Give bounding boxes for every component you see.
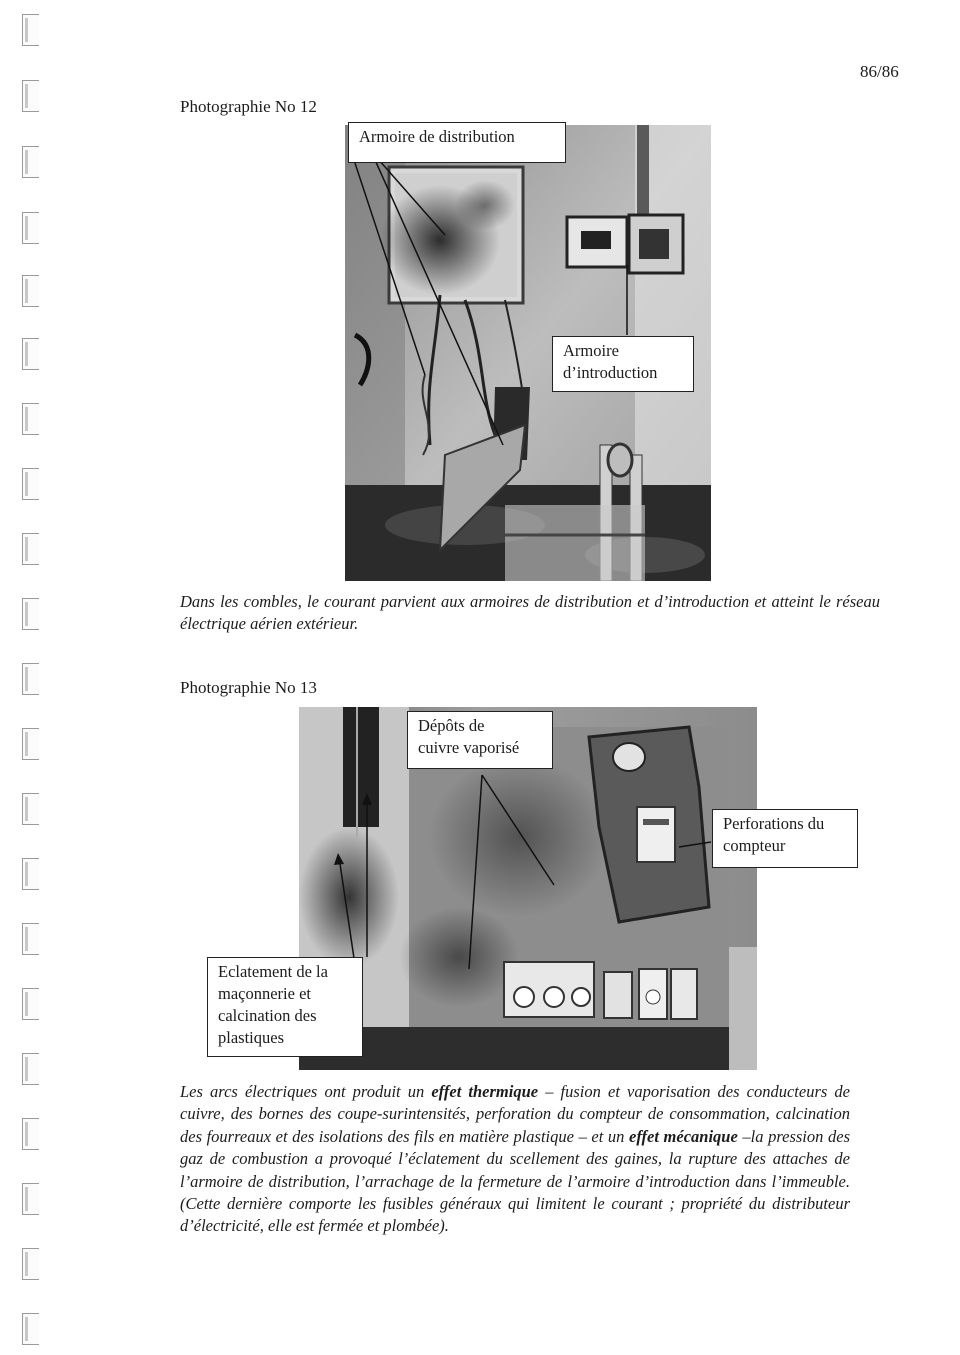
- binder-hole: [22, 598, 39, 630]
- binder-hole: [22, 988, 39, 1020]
- binder-hole: [22, 14, 39, 46]
- callout-depots-cuivre: Dépôts de cuivre vaporisé: [407, 711, 553, 769]
- binder-hole: [22, 403, 39, 435]
- binder-hole: [22, 1313, 39, 1345]
- binder-hole: [22, 80, 39, 112]
- binder-hole: [22, 793, 39, 825]
- photo-12-label: Photographie No 12: [180, 97, 317, 116]
- photo-13-caption: [180, 1081, 850, 1238]
- caption-text: –la pression des gaz de combustion a provoqué l’éclatement du scellement des gaines, la rupture des attaches de l’armoire de distribution, l’arrachage de la fermeture de l’armoire d’introduction dans l’immeuble. (Cette dernière comporte les fusibles généraux qui limitent le courant ; propriété du distributeur d’électricité, elle est fermée et plombée).: [180, 1126, 850, 1236]
- binder-hole: [22, 1053, 39, 1085]
- caption-bold-thermique: effet thermique: [431, 1082, 539, 1101]
- binder-hole: [22, 858, 39, 890]
- binder-hole: [22, 533, 39, 565]
- binder-hole: [22, 1118, 39, 1150]
- photo-13-label: Photographie No 13: [180, 678, 317, 697]
- binder-hole: [22, 146, 39, 178]
- callout-perforations-compteur: Perforations du compteur: [712, 809, 858, 868]
- binder-hole: [22, 923, 39, 955]
- binder-hole: [22, 728, 39, 760]
- binder-hole: [22, 468, 39, 500]
- binder-hole: [22, 663, 39, 695]
- callout-armoire-introduction: Armoire d’introduction: [552, 336, 694, 392]
- caption-text: Les arcs électriques ont produit un: [180, 1082, 432, 1101]
- binder-hole: [22, 338, 39, 370]
- photo-12-caption: Dans les combles, le courant parvient aux armoires de distribution et d’introduction et atteint le réseau électrique aérien extérieur.: [180, 592, 880, 634]
- binder-hole: [22, 275, 39, 307]
- caption-bold-mecanique: effet mécanique: [629, 1126, 738, 1146]
- caption-text: – fusion et vaporisation des conducteurs de cuivre, des bornes des coupe-surintensités, perforation du compteur de consommation, calcination des fourreaux et des isolations des fils en matière plastique – et un: [180, 1082, 850, 1146]
- binder-hole: [22, 212, 39, 244]
- binder-holes: [22, 0, 52, 1355]
- callout-armoire-distribution: Armoire de distribution: [348, 122, 566, 163]
- page-number: 86/86: [860, 62, 899, 81]
- binder-hole: [22, 1248, 39, 1280]
- binder-hole: [22, 1183, 39, 1215]
- callout-eclatement-maconnerie: Eclatement de la maçonnerie et calcination des plastiques: [207, 957, 363, 1057]
